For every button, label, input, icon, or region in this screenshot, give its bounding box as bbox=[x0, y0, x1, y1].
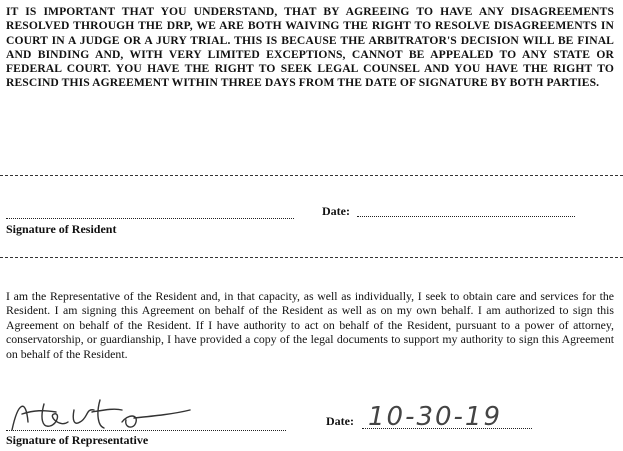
arbitration-notice: IT IS IMPORTANT THAT YOU UNDERSTAND, THAT BY AGREEING TO HAVE ANY DISAGREEMENTS RESOLVED THROUGH THE DRP, WE ARE BOTH WAIVING THE RIGHT TO RESOLVE DISAGREEMENTS IN COURT IN A JUDGE OR A JURY TRIAL. THIS IS BECAUSE THE ARBITRATOR'S DECISION WILL BE FINAL AND BINDING AND, WITH VERY LIMITED EXCEPTIONS, CANNOT BE APPEALED TO ANY STATE OR FEDERAL COURT. YOU HAVE THE RIGHT TO SEEK LEGAL COUNSEL AND YOU HAVE THE RIGHT TO RESCIND THIS AGREEMENT WITHIN THREE DAYS FROM THE DATE OF SIGNATURE BY BOTH PARTIES. bbox=[6, 5, 614, 90]
representative-signature-caption: Signature of Representative bbox=[6, 433, 149, 447]
section-divider bbox=[0, 257, 623, 258]
resident-date-line[interactable] bbox=[357, 216, 575, 217]
representative-date-value: 10-30-19 bbox=[368, 402, 503, 432]
resident-signature-line[interactable] bbox=[6, 218, 294, 219]
resident-date-label: Date: bbox=[322, 204, 350, 218]
resident-signature-caption: Signature of Resident bbox=[6, 222, 117, 236]
representative-signature-line[interactable] bbox=[6, 430, 286, 431]
representative-statement: I am the Representative of the Resident and, in that capacity, as well as individually, I seek to obtain care and services for the Resident. I am signing this Agreement on behalf of the Resident as well as on my own behalf. I am authorized to sign this Agreement on behalf of the Resident. If I have authority to act on behalf of the Resident, pursuant to a power of attorney, conservatorship, or guardianship, I have provided a copy of the legal documents to support my authority to sign this Agreement on behalf of the Resident. bbox=[6, 289, 614, 361]
representative-date-label: Date: bbox=[326, 414, 354, 428]
section-divider bbox=[0, 175, 623, 176]
